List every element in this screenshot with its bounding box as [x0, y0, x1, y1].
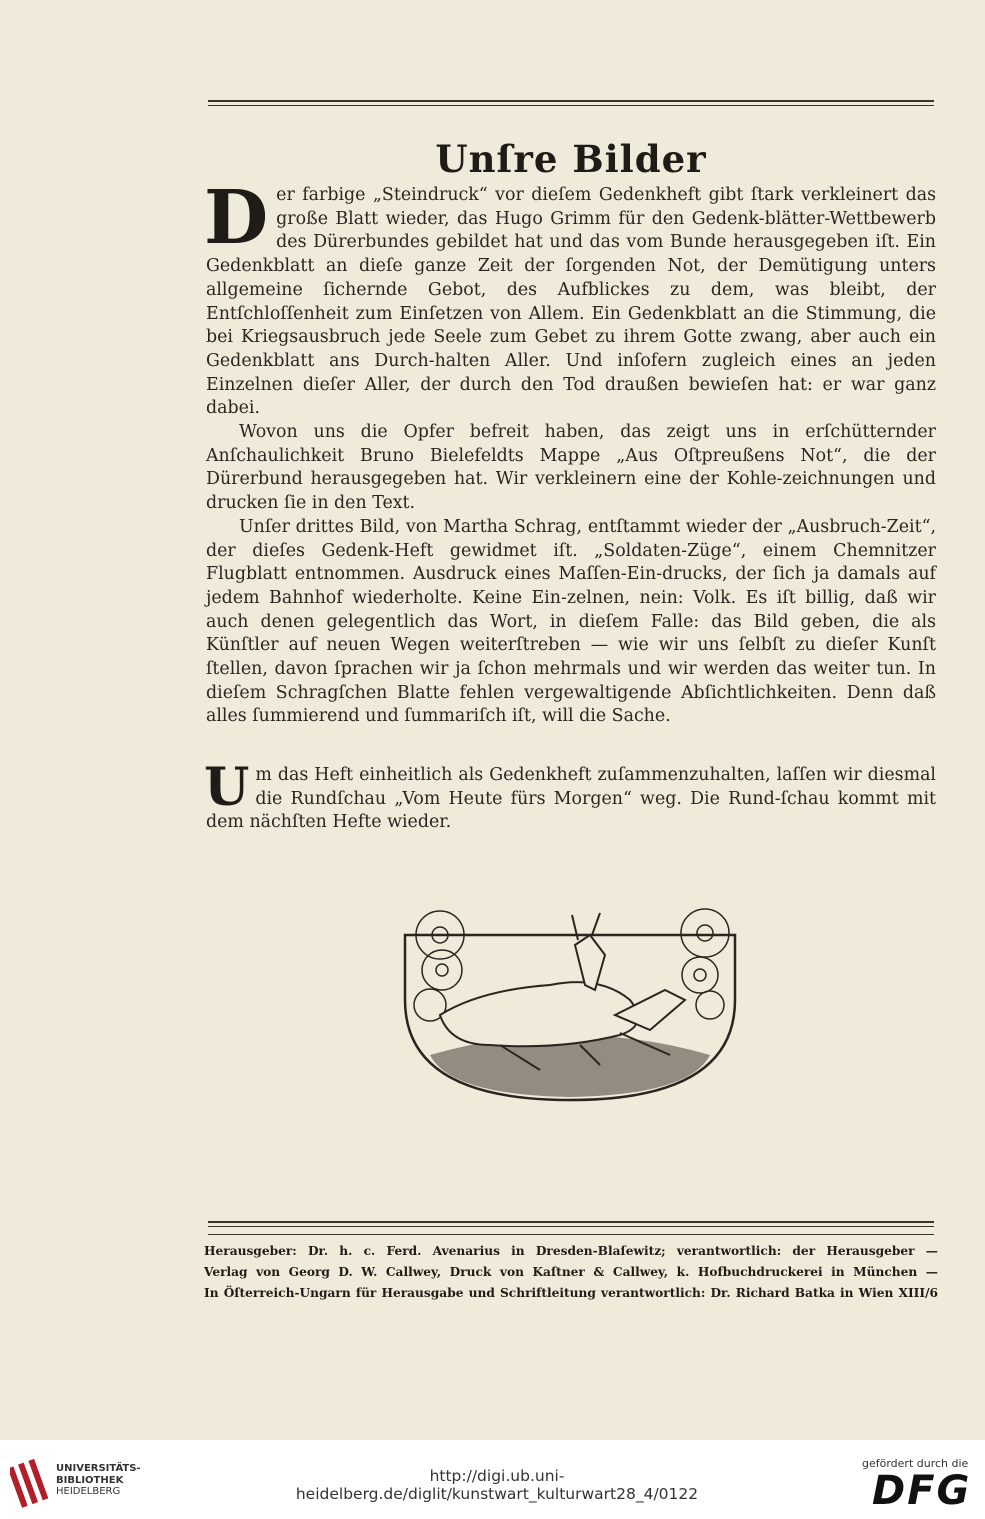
deer-vignette-illustration — [400, 905, 740, 1105]
library-name-line-3: HEIDELBERG — [56, 1486, 121, 1497]
paragraph-4-text: m das Heft einheitlich als Gedenkheft zuſammenzuhalten, laſſen wir diesmal die Rundſchau „Vom Heute fürs Morgen“ weg. Die Rund-ſchau kommt mit dem nächſten Hefte wieder. — [206, 765, 936, 833]
right-flower-ornaments — [681, 909, 729, 1019]
imprint-line-1: Herausgeber: Dr. h. c. Ferd. Avenarius in Dresden-Blaſewitz; verantwortlich: der Herausgeber — — [204, 1244, 938, 1258]
imprint — [204, 1241, 938, 1304]
library-name[interactable] — [56, 1463, 141, 1498]
university-library-logo-icon[interactable] — [10, 1458, 48, 1508]
closing-note — [204, 757, 936, 835]
imprint-line-2: Verlag von Georg D. W. Callwey, Druck von Kaſtner & Callwey, k. Hofbuchdruckerei in München — — [204, 1265, 938, 1279]
permalink-url[interactable]: http://digi.ub.uni-heidelberg.de/diglit/kunstwart_kulturwart28_4/0122 — [295, 1467, 699, 1503]
paragraph-1-text: er farbige „Steindruck“ vor dieſem Gedenkheft gibt ſtark verkleinert das große Blatt wieder, das Hugo Grimm für den Gedenk-blätter-Wettbewerb des Dürerbundes gebildet hat und das vom Bunde herausgegeben iſt. Ein Gedenkblatt an dieſe ganze Zeit der ſorgenden Not, der Demütigung unters allgemeine ſichernde Gebot, des Aufblickes zu dem, was bleibt, der Entſchloſſenheit zum Einſetzen von Allem. Ein Gedenkblatt an die Stimmung, die bei Kriegsausbruch jede Seele zum Gebet zu ihrem Gotte zwang, aber auch ein Gedenkblatt ans Durch-halten Aller. Und inſofern zugleich eines an jeden Einzelnen dieſer Aller, der durch den Tod draußen bewieſen hat: er war ganz dabei. — [206, 185, 936, 419]
paragraph-2: Wovon uns die Opfer befreit haben, das zeigt uns in erſchütternder Anſchaulichkeit Bruno Bielefeldts Mappe „Aus Oſtpreußens Not“, die der Dürerbund herausgegeben hat. Wir verkleinern eine der Kohle-zeichnungen und drucken ſie in den Text. — [206, 422, 936, 514]
library-name-line-1: UNIVERSITÄTS- — [56, 1463, 141, 1474]
left-flower-ornaments — [414, 911, 464, 1021]
paragraph-4 — [204, 757, 936, 835]
article-body — [204, 175, 936, 729]
header-rule — [208, 100, 934, 106]
drop-cap-d: D — [204, 175, 269, 261]
dfg-logo[interactable]: DFG — [872, 1468, 972, 1514]
funding-caption: gefördert durch die — [862, 1457, 969, 1470]
paragraph-3: Unſer drittes Bild, von Martha Schrag, entſtammt wieder der „Ausbruch-Zeit“, der dieſes Gedenk-Heft gewidmet iſt. „Soldaten-Züge“, einem Chemnitzer Flugblatt entnommen. Ausdruck eines Maſſen-Ein-drucks, der ſich ja damals auf jedem Bahnhof wiederholte. Keine Ein-zelnen, nein: Volk. Es iſt billig, daß wir auch denen gelegentlich das Wort, in dieſem Falle: das Bild geben, die als Künſtler auf neuen Wegen weiterſtreben — wie wir uns ſelbſt zu dieſer Kunſt ſtellen, davon ſprachen wir ja ſchon mehrmals und wir werden das weiter tun. In dieſem Schragſchen Blatte fehlen vergewaltigende Abſichtlichkeiten. Denn daß alles ſummierend und ſummariſch iſt, will die Sache. — [206, 516, 936, 727]
library-name-line-2: BIBLIOTHEK — [56, 1474, 124, 1486]
paragraph-1 — [204, 175, 936, 421]
imprint-line-3: In Öſterreich-Ungarn für Herausgabe und Schriftleitung verantwortlich: Dr. Richard Batka in Wien XIII/6 — [204, 1286, 938, 1300]
drop-cap-u: U — [204, 757, 250, 818]
footer-rule-top — [208, 1221, 934, 1227]
article-title: Unſre Bilder — [435, 136, 707, 181]
footer-rule-bottom — [208, 1234, 934, 1235]
